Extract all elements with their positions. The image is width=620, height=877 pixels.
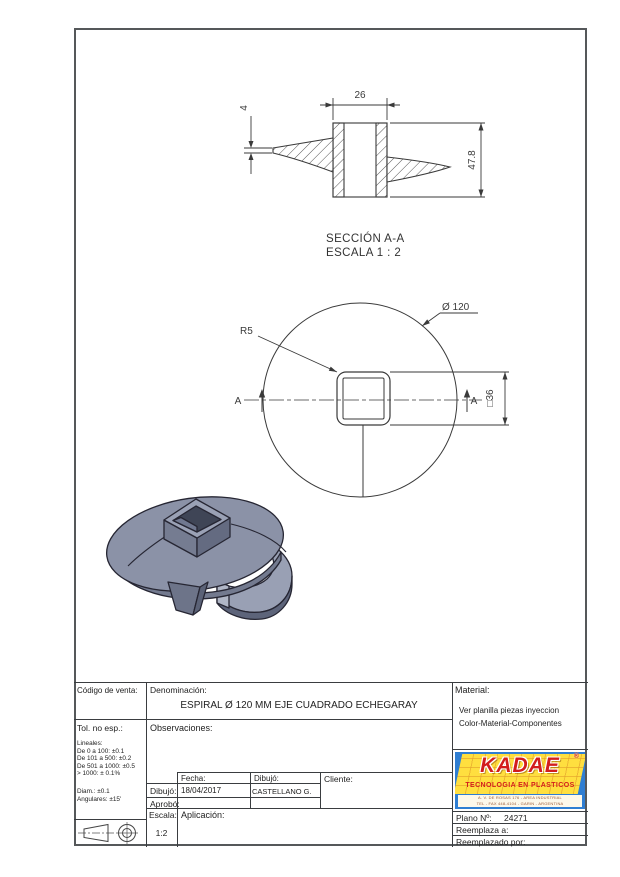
section-scale: ESCALA 1 : 2	[326, 246, 402, 259]
logo-address-line2: TEL - FAX 448-4104 - GARIN - ARGENTINA	[476, 800, 564, 806]
section-title: SECCIÓN A-A	[326, 233, 405, 245]
plan-geometry	[244, 303, 509, 497]
title-block: Código de venta: Tol. no esp.: Lineales: De 0 a 100: ±0.1 De 101 a 500: ±0.2 De 501 a 1000: ±0.5 > 1000: ± 0.1% Diam.: ±0.1 Angulares: ±15' Denominación: ESPIRAL Ø 120 MM EJE CUADRADO ECHEGARAY Observaciones: Fecha: Dibujó: Cliente: Dibujó: Aprobó: 18/04/2017 CASTELLANO G. Escala: 1:2 Aplicación: Material: Ver planilla piezas inyeccion Color-Material-Componentes Plano Nº: 24271 Reemplaza a: Reemplazado por: KADAE ® TECNOLOGIA EN PLASTICOS A. V. DE ROSAS 176 - AREA INDUSTRIAL TEL - FAX 448-4104 - GARIN - ARGENTINA	[74, 682, 588, 847]
logo-address	[458, 795, 582, 807]
dim-diameter-label: Ø 120	[442, 302, 470, 313]
section-line-marks	[259, 389, 470, 412]
registered-trademark-icon: ®	[573, 753, 579, 760]
projection-symbol	[76, 821, 144, 846]
dim-r5	[258, 336, 337, 372]
kadae-logo	[455, 752, 585, 809]
logo-wordmark: KADAE	[480, 754, 560, 777]
tolerancia-angulares: Angulares: ±15'	[77, 795, 122, 803]
aplicacion-label: Aplicación:	[181, 810, 225, 820]
fecha-value: 18/04/2017	[181, 786, 222, 795]
dibujo-row-label: Dibujó:	[150, 786, 177, 796]
dim-4-label: 4	[239, 105, 250, 111]
reemplaza-label: Reemplaza a:	[456, 825, 509, 835]
escala-value: 1:2	[155, 828, 168, 838]
dim-r5-label: R5	[240, 326, 253, 337]
material-label: Material:	[455, 685, 490, 695]
plan-view	[226, 294, 520, 508]
observaciones-label: Observaciones:	[150, 723, 213, 733]
dim-diameter	[422, 313, 478, 326]
section-mark-right: A	[470, 396, 478, 407]
material-line1: Ver planilla piezas inyeccion	[459, 706, 560, 715]
dibujo-value: CASTELLANO G.	[252, 786, 312, 796]
logo-tagline: TECNOLOGIA EN PLASTICOS	[465, 782, 575, 789]
section-geometry	[273, 123, 450, 197]
dibujo-header: Dibujó:	[254, 774, 279, 783]
denominacion-label: Denominación:	[150, 685, 207, 695]
dim-26	[320, 98, 400, 120]
reemplazado-label: Reemplazado por:	[456, 837, 526, 847]
escala-label: Escala:	[149, 810, 177, 820]
dim-26-label: 26	[354, 90, 366, 101]
codigo-venta-label: Código de venta:	[77, 686, 138, 695]
dim-47-8-label: 47.8	[467, 150, 478, 170]
part-3d-geometry	[100, 486, 292, 619]
denominacion-value: ESPIRAL Ø 120 MM EJE CUADRADO ECHEGARAY	[180, 700, 418, 711]
logo-address-line1: A. V. DE ROSAS 176 - AREA INDUSTRIAL	[478, 795, 562, 800]
plano-label: Plano Nº:	[456, 813, 492, 823]
tolerancias-label: Tol. no esp.:	[77, 723, 123, 733]
section-mark-left: A	[234, 396, 242, 407]
dim-square36	[503, 372, 508, 425]
section-view	[238, 86, 493, 214]
aprobo-row-label: Aprobó:	[150, 799, 180, 809]
dim-4	[244, 116, 272, 174]
dim-square36-label: □36	[485, 389, 496, 407]
cliente-label: Cliente:	[324, 774, 353, 784]
section-caption	[326, 233, 405, 260]
material-line2: Color-Material-Componentes	[459, 719, 562, 728]
tolerancia-diam: Diam.: ±0.1	[77, 788, 110, 795]
part-3d-view	[96, 482, 314, 660]
plano-value: 24271	[504, 813, 528, 823]
fecha-header: Fecha:	[181, 774, 206, 783]
